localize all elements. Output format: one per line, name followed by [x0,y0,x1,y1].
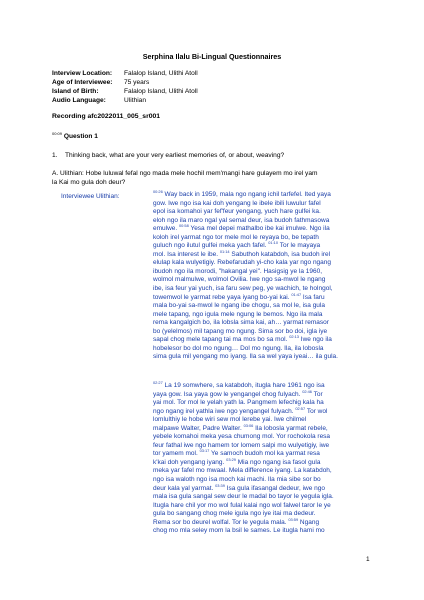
transcript-line [153,259,378,268]
transcript-line [153,225,378,234]
transcript-line [153,416,378,425]
question-text [52,152,284,159]
transcript-line [153,405,378,417]
metadata-key: Interview Location: [52,70,113,77]
transcript-line [153,336,378,345]
timestamp: 03:06 [243,422,254,428]
timestamp: 01:14 [219,248,230,254]
metadata-value: Ulithian [124,97,146,104]
transcript-text: rema kangalgich bo, ila lobsla sima kai, ah… yarmat remasor [153,319,329,327]
answer-line: A. Ulithian: Hobe luluwal fefal ngo mada mele hochil mem'mangi hare gulayem mo irel yam [52,170,318,177]
timestamp: 03:29 [226,456,236,462]
transcript-line [153,302,378,311]
transcript-line [153,433,378,442]
transcript-text: meka yar fafel mo mwaal. Mela difference iyang. La katabdoh, [153,467,332,475]
document-title: Serphina Ilalu Bi-Lingual Questionnaires [142,52,282,61]
transcript-text: Isa faru [301,293,325,301]
transcript-text: Ngang [298,518,320,526]
transcript-text: epol isa komahoi yar fef'feur yengang, yuch hare gulfei ka. [153,208,321,216]
timestamp: 00:58 [179,223,189,229]
transcript-text: k'kai doh yengang iyang. [153,458,227,466]
question-body: Thinking back, what are your very earliest memories of, or about, weaving? [65,152,285,159]
transcript-line [153,456,378,468]
transcript-text: Ye samoch budoh mol ka yarmat resa [209,450,320,458]
transcript-text: La 19 somwhere, sa katabdoh, itugla hare 1961 ngo isa [162,382,325,389]
metadata-row [52,96,198,105]
speaker-label: Interviewee Ulithian: [61,193,120,200]
metadata-key: Age of Interviewee: [52,79,113,86]
transcript-line [153,311,378,320]
transcript-line [153,200,378,209]
metadata-row [52,78,198,87]
transcript-text: Ila lobosla yarmat rebele, [253,424,328,432]
timestamp: 00:26 [153,188,163,194]
transcript-line [153,493,378,502]
transcript-text: sapal chog mele tapang tai ma mos bo sa mol. [153,336,290,344]
transcript-line [153,345,378,354]
transcript-text: ngo ngang irel yathla iwe ngo yengangel fulyach. [153,407,296,415]
transcript-line [153,268,378,277]
transcript-text: Iwe ngo ila [298,336,332,344]
transcript-line [153,291,378,303]
transcript-line [153,450,378,459]
question-heading-label: Question 1 [63,133,98,141]
transcript-text: koloh irel yarmat ngo tor mele mol le reyaya bo, be tepath [153,233,319,241]
transcript-paragraph-2 [153,379,378,536]
transcript-text: mala bo-yai sa-mwol le ngang ibe chogu, sa mol le, isa gula [153,302,325,310]
transcript-text: ibe, isa feur yai yuch, isa faru sew peg, ye wachich, te holngol, [153,285,333,293]
transcript-text: Isa gula ifasangal dedeur, iwe ngo [224,484,325,492]
transcript-text: Itugla hare chil yor mo wol fulal kalai ngo wol falwel taror le ye [153,501,331,509]
transcript-text: feur fathal iwe ngo hamem tor lomem salpi mo wulyetigiy, iwe [153,441,330,449]
transcript-text: Tor [311,390,323,398]
question-heading [52,131,98,140]
transcript-text: Tor le mayaya [278,242,321,250]
transcript-text: wolmol malmulwe, wolmol Ovilia. Iwe ngo sa-mwol le ngang [153,276,326,284]
metadata-value: 75 years [124,79,150,86]
transcript-text: emulwe. [153,225,180,233]
interview-metadata [52,69,198,105]
transcript-text: Yesa mel depei mathalbo ibe kai imulwe. Ngo ila [188,225,330,233]
answer-line: la Kai mo gula doh deur? [52,178,126,186]
transcript-line [153,422,378,434]
transcript-text: eloh ngo ila maro ngal yal semal deur, isa budoh fathmasowa [153,216,330,224]
transcript-text: guluch ngo ilutul gulfei meka yach fafel. [153,242,269,250]
metadata-row [52,69,198,78]
timestamp: 02:27 [153,379,163,385]
timestamp: 01:10 [268,240,279,246]
transcript-line [153,516,378,528]
answer-prompt [52,170,382,187]
metadata-key: Island of Birth: [52,88,99,95]
transcript-line [153,188,378,200]
metadata-value: Falalop Island, Ulithi Atoll [124,88,198,95]
transcript-text: towemwol le yarmat rebe yaya iyang bo-yai kai. [153,293,292,301]
transcript-text: Way back in 1959, mala ngo ngang ichil tarfefel. Ited yaya [162,191,331,198]
timestamp: 02:13 [289,334,299,340]
transcript-text: chog mo mla seley mom la bsil le sames. Le itugla hami mo [153,527,325,535]
timestamp: 03:39 [215,482,225,488]
metadata-row [52,87,198,96]
transcript-text: mele tapang, ngo igula mele ngung le bemos. Ngo ila mala [153,310,323,318]
transcript-line [153,353,378,362]
transcript-text: Rema sor bo deurel wolfal. Tor le yegula mala. [153,518,289,526]
transcript-line [153,319,378,328]
transcript-text: mol. Isa interest le ibe. [153,250,220,258]
transcript-line [153,467,378,476]
transcript-paragraph-1 [153,188,378,362]
transcript-text: yai mol. Tor mol le yelah yath la. Pangmem lefechig kala ha [153,399,324,407]
transcript-line [153,527,378,536]
recording-id: Recording afc2022011_005_sr001 [52,113,161,120]
transcript-line [153,248,378,260]
transcript-text: Mia ngo ngang isa fasol gula [235,458,321,466]
transcript-text: lomlulthiy le hobe wiri sew mol lerebe yai. Iwe chilmel [153,416,307,424]
transcript-text: yaya gow. Isa yaya gow le yengangel chog fulyach. [153,390,303,398]
transcript-text: sima gula mil yengang mo iyang. Ila sa wel yaya iyeai… ila gula. [153,353,338,361]
timestamp: 03:59 [288,516,299,522]
transcript-text: yebele komahoi meka yesa chumong mol. Yor rochokola resa [153,433,331,441]
transcript-line [153,208,378,217]
transcript-text: elulap kala wulyetigiy. Rebefarudah yi-cho kala yar ngo ngang [153,259,332,267]
transcript-text: bo (yelelmos) mil tapang mo ngung. Sima sor bo doi, igla iye [153,327,328,335]
metadata-key: Audio Language: [52,97,106,104]
transcript-text: Sabuthoh katabdoh, isa budoh irel [229,250,331,258]
transcript-text: gula bo sangang chog mele igula ngo iye itai ma dedeur. [153,510,316,518]
transcript-line [153,482,378,494]
transcript-text: ngo isa waloth ngo isa moch kai machi. Ila mia sibe sor bo [153,476,321,484]
transcript-line [153,276,378,285]
question-number: 1. [52,152,58,159]
transcript-line [153,510,378,519]
metadata-value: Falalop Island, Ulithi Atoll [124,70,198,77]
transcript-text: hobelesor bo dol mo ngung… Dol mo ngung. Ila, ila lobosla [153,344,324,352]
timestamp: 03:17 [199,448,210,454]
transcript-text: gow. Iwe ngo isa kai doh yengang le ibele ibili luwulur fafel [153,199,321,207]
transcript-text: malpawe Walter, Padre Walter. [153,424,244,432]
transcript-line [153,242,378,251]
timestamp: 02:57 [295,405,306,411]
timestamp: 01:47 [291,291,302,297]
transcript-text: mala isa gula sangal sew deur le madal bo tayor le yegula igla. [153,493,334,501]
transcript-text: deur kala yal yarmat. [153,484,216,492]
transcript-line [153,388,378,400]
transcript-text: tor yamem mol. [153,450,200,458]
question-timestamp: 00:09 [52,131,63,136]
transcript-text: ibudoh ngo ila morodi, "hakangal yei". Hasigsig ye la 1960, [153,267,323,275]
transcript-text: Tor wol [305,407,328,415]
transcript-line [153,502,378,511]
timestamp: 02:46 [302,388,312,394]
page-number: 1 [366,556,370,563]
